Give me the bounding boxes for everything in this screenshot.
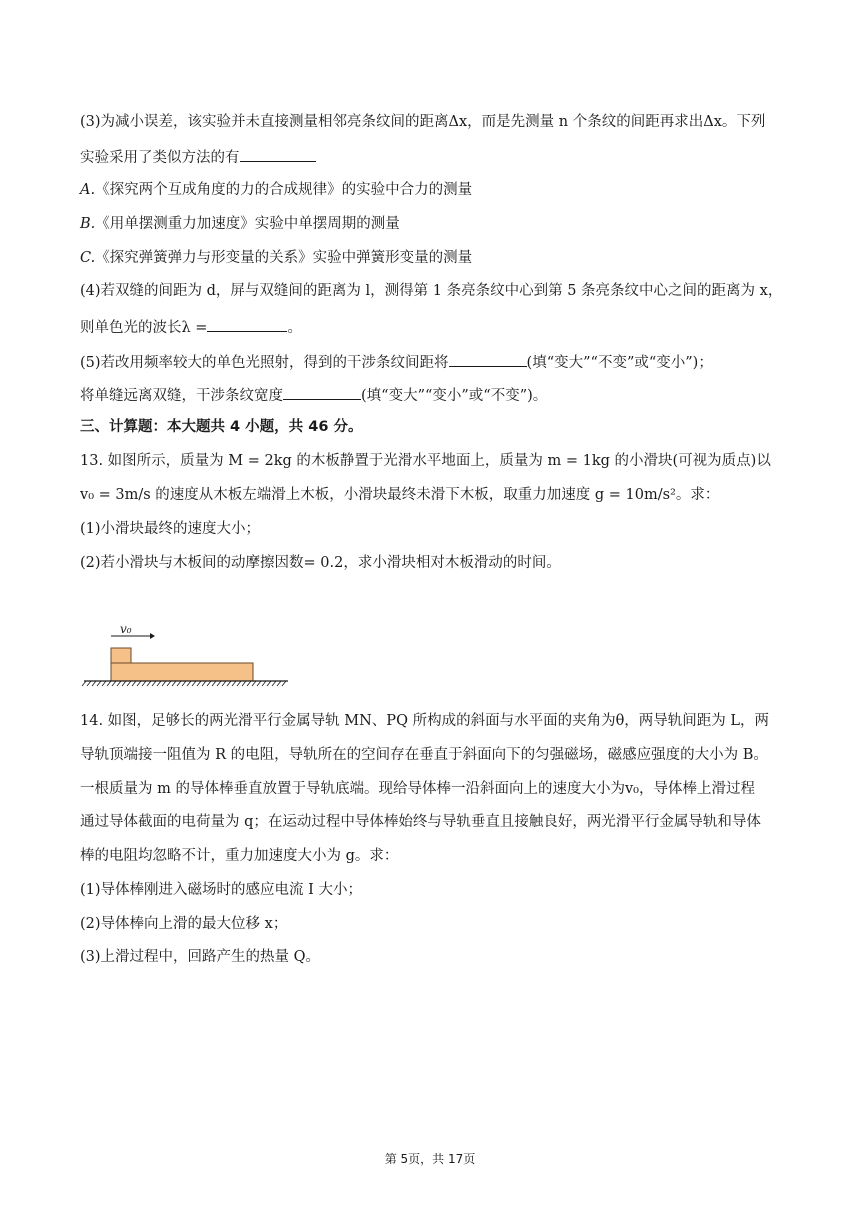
wood-board <box>111 663 253 681</box>
hatch-mark <box>187 681 191 686</box>
hatch-mark <box>107 681 111 686</box>
q5-line1 <box>80 350 780 373</box>
q4-line2-text: 则单色光的波长λ = <box>80 320 208 336</box>
hatch-mark <box>222 681 226 686</box>
q13-line1: 13. 如图所示，质量为 M = 2kg 的木板静置于光滑水平地面上，质量为 m = 1kg 的小滑块(可视为质点)以 <box>80 453 771 469</box>
q3-line2 <box>80 145 780 168</box>
hatch-mark <box>142 681 146 686</box>
hatch-mark <box>202 681 206 686</box>
q14-line1: 14. 如图，足够长的两光滑平行金属导轨 MN、PQ 所构成的斜面与水平面的夹角为θ，两导轨间距为 L，两 <box>80 713 770 729</box>
slider-block <box>111 648 131 663</box>
q13-figure <box>80 618 290 690</box>
q3-option-a <box>80 180 780 200</box>
q14-sub3: (3)上滑过程中，回路产生的热量 Q。 <box>80 949 321 965</box>
q3-option-b-text: 《用单摆测重力加速度》实验中单摆周期的测量 <box>95 216 400 232</box>
hatch-mark <box>242 681 246 686</box>
hatch-mark <box>232 681 236 686</box>
hatch-mark <box>252 681 256 686</box>
hatch-mark <box>102 681 106 686</box>
q4-line1: (4)若双缝的间距为 d，屏与双缝间的距离为 l，测得第 1 条亮条纹中心到第 5 条亮条纹中心之间的距离为 x， <box>80 283 783 299</box>
q14-sub1: (1)导体棒刚进入磁场时的感应电流 I 大小； <box>80 882 362 898</box>
hatch-mark <box>147 681 151 686</box>
hatch-mark <box>177 681 181 686</box>
hatch-mark <box>162 681 166 686</box>
hatch-mark <box>132 681 136 686</box>
q3-option-a-text: 《探究两个互成角度的力的合成规律》的实验中合力的测量 <box>95 182 473 198</box>
q3-option-b-letter: B. <box>80 216 96 232</box>
q3-option-b <box>80 214 780 234</box>
q5-line2 <box>80 383 780 406</box>
hatch-mark <box>172 681 176 686</box>
hatch-mark <box>207 681 211 686</box>
hatch-mark <box>157 681 161 686</box>
q13-sub1: (1)小滑块最终的速度大小； <box>80 521 261 537</box>
hatch-mark <box>212 681 216 686</box>
q14-line4: 通过导体截面的电荷量为 q；在运动过程中导体棒始终与导轨垂直且接触良好，两光滑平行金属导轨和导体 <box>80 814 761 830</box>
q5-line1-text: (5)若改用频率较大的单色光照射，得到的干涉条纹间距将 <box>80 355 449 371</box>
q3-option-c-letter: C. <box>80 250 96 266</box>
q3-option-a-letter: A. <box>80 182 96 198</box>
hatch-mark <box>182 681 186 686</box>
q5-line1-end: (填“变大”“不变”或“变小”)； <box>526 355 713 371</box>
hatch-mark <box>122 681 126 686</box>
q3-answer-blank <box>240 145 316 162</box>
hatch-mark <box>152 681 156 686</box>
hatch-mark <box>277 681 281 686</box>
hatch-mark <box>197 681 201 686</box>
q4-answer-blank <box>207 315 287 332</box>
hatch-mark <box>227 681 231 686</box>
velocity-arrow-head <box>150 633 155 639</box>
q14-line3: 一根质量为 m 的导体棒垂直放置于导轨底端。现给导体棒一沿斜面向上的速度大小为v₀，导体棒上滑过程 <box>80 781 755 797</box>
page-footer: 第 5页，共 17页 <box>384 1152 476 1166</box>
hatch-mark <box>237 681 241 686</box>
q5-line2-text: 将单缝远离双缝，干涉条纹宽度 <box>80 388 283 404</box>
q4-line2-end: 。 <box>287 320 302 336</box>
hatch-mark <box>97 681 101 686</box>
hatch-mark <box>267 681 271 686</box>
velocity-label: v₀ <box>120 622 132 636</box>
hatch-mark <box>247 681 251 686</box>
hatch-mark <box>92 681 96 686</box>
hatch-mark <box>217 681 221 686</box>
hatch-mark <box>82 681 86 686</box>
section-heading: 三、计算题：本大题共 4 小题，共 46 分。 <box>80 419 363 435</box>
q3-option-c <box>80 248 780 268</box>
hatch-mark <box>262 681 266 686</box>
q14-line2: 导轨顶端接一阻值为 R 的电阻，导轨所在的空间存在垂直于斜面向下的匀强磁场，磁感应强度的大小为 B。 <box>80 747 768 763</box>
q5-answer-blank-2 <box>283 383 361 400</box>
q3-line1: (3)为减小误差，该实验并未直接测量相邻亮条纹间的距离Δx，而是先测量 n 个条纹的间距再求出Δx。下列 <box>80 114 766 130</box>
hatch-mark <box>192 681 196 686</box>
q3-line2-text: 实验采用了类似方法的有 <box>80 150 240 166</box>
ground-hatching <box>82 681 286 686</box>
hatch-mark <box>257 681 261 686</box>
q5-line2-end: (填“变大”“变小”或“不变”)。 <box>361 388 548 404</box>
q3-option-c-text: 《探究弹簧弹力与形变量的关系》实验中弹簧形变量的测量 <box>95 250 473 266</box>
hatch-mark <box>112 681 116 686</box>
hatch-mark <box>272 681 276 686</box>
q14-line5: 棒的电阻均忽略不计，重力加速度大小为 g。求： <box>80 848 399 864</box>
q13-line2: v₀ = 3m/s 的速度从木板左端滑上木板，小滑块最终未滑下木板，取重力加速度 g = 10m/s²。求： <box>80 487 720 503</box>
block-board-diagram <box>80 618 290 690</box>
hatch-mark <box>282 681 286 686</box>
hatch-mark <box>167 681 171 686</box>
hatch-mark <box>117 681 121 686</box>
q4-line2 <box>80 315 780 338</box>
hatch-mark <box>137 681 141 686</box>
q13-sub2: (2)若小滑块与木板间的动摩擦因数= 0.2，求小滑块相对木板滑动的时间。 <box>80 555 561 571</box>
q5-answer-blank-1 <box>449 350 527 367</box>
hatch-mark <box>127 681 131 686</box>
q14-sub2: (2)导体棒向上滑的最大位移 x； <box>80 916 288 932</box>
hatch-mark <box>87 681 91 686</box>
